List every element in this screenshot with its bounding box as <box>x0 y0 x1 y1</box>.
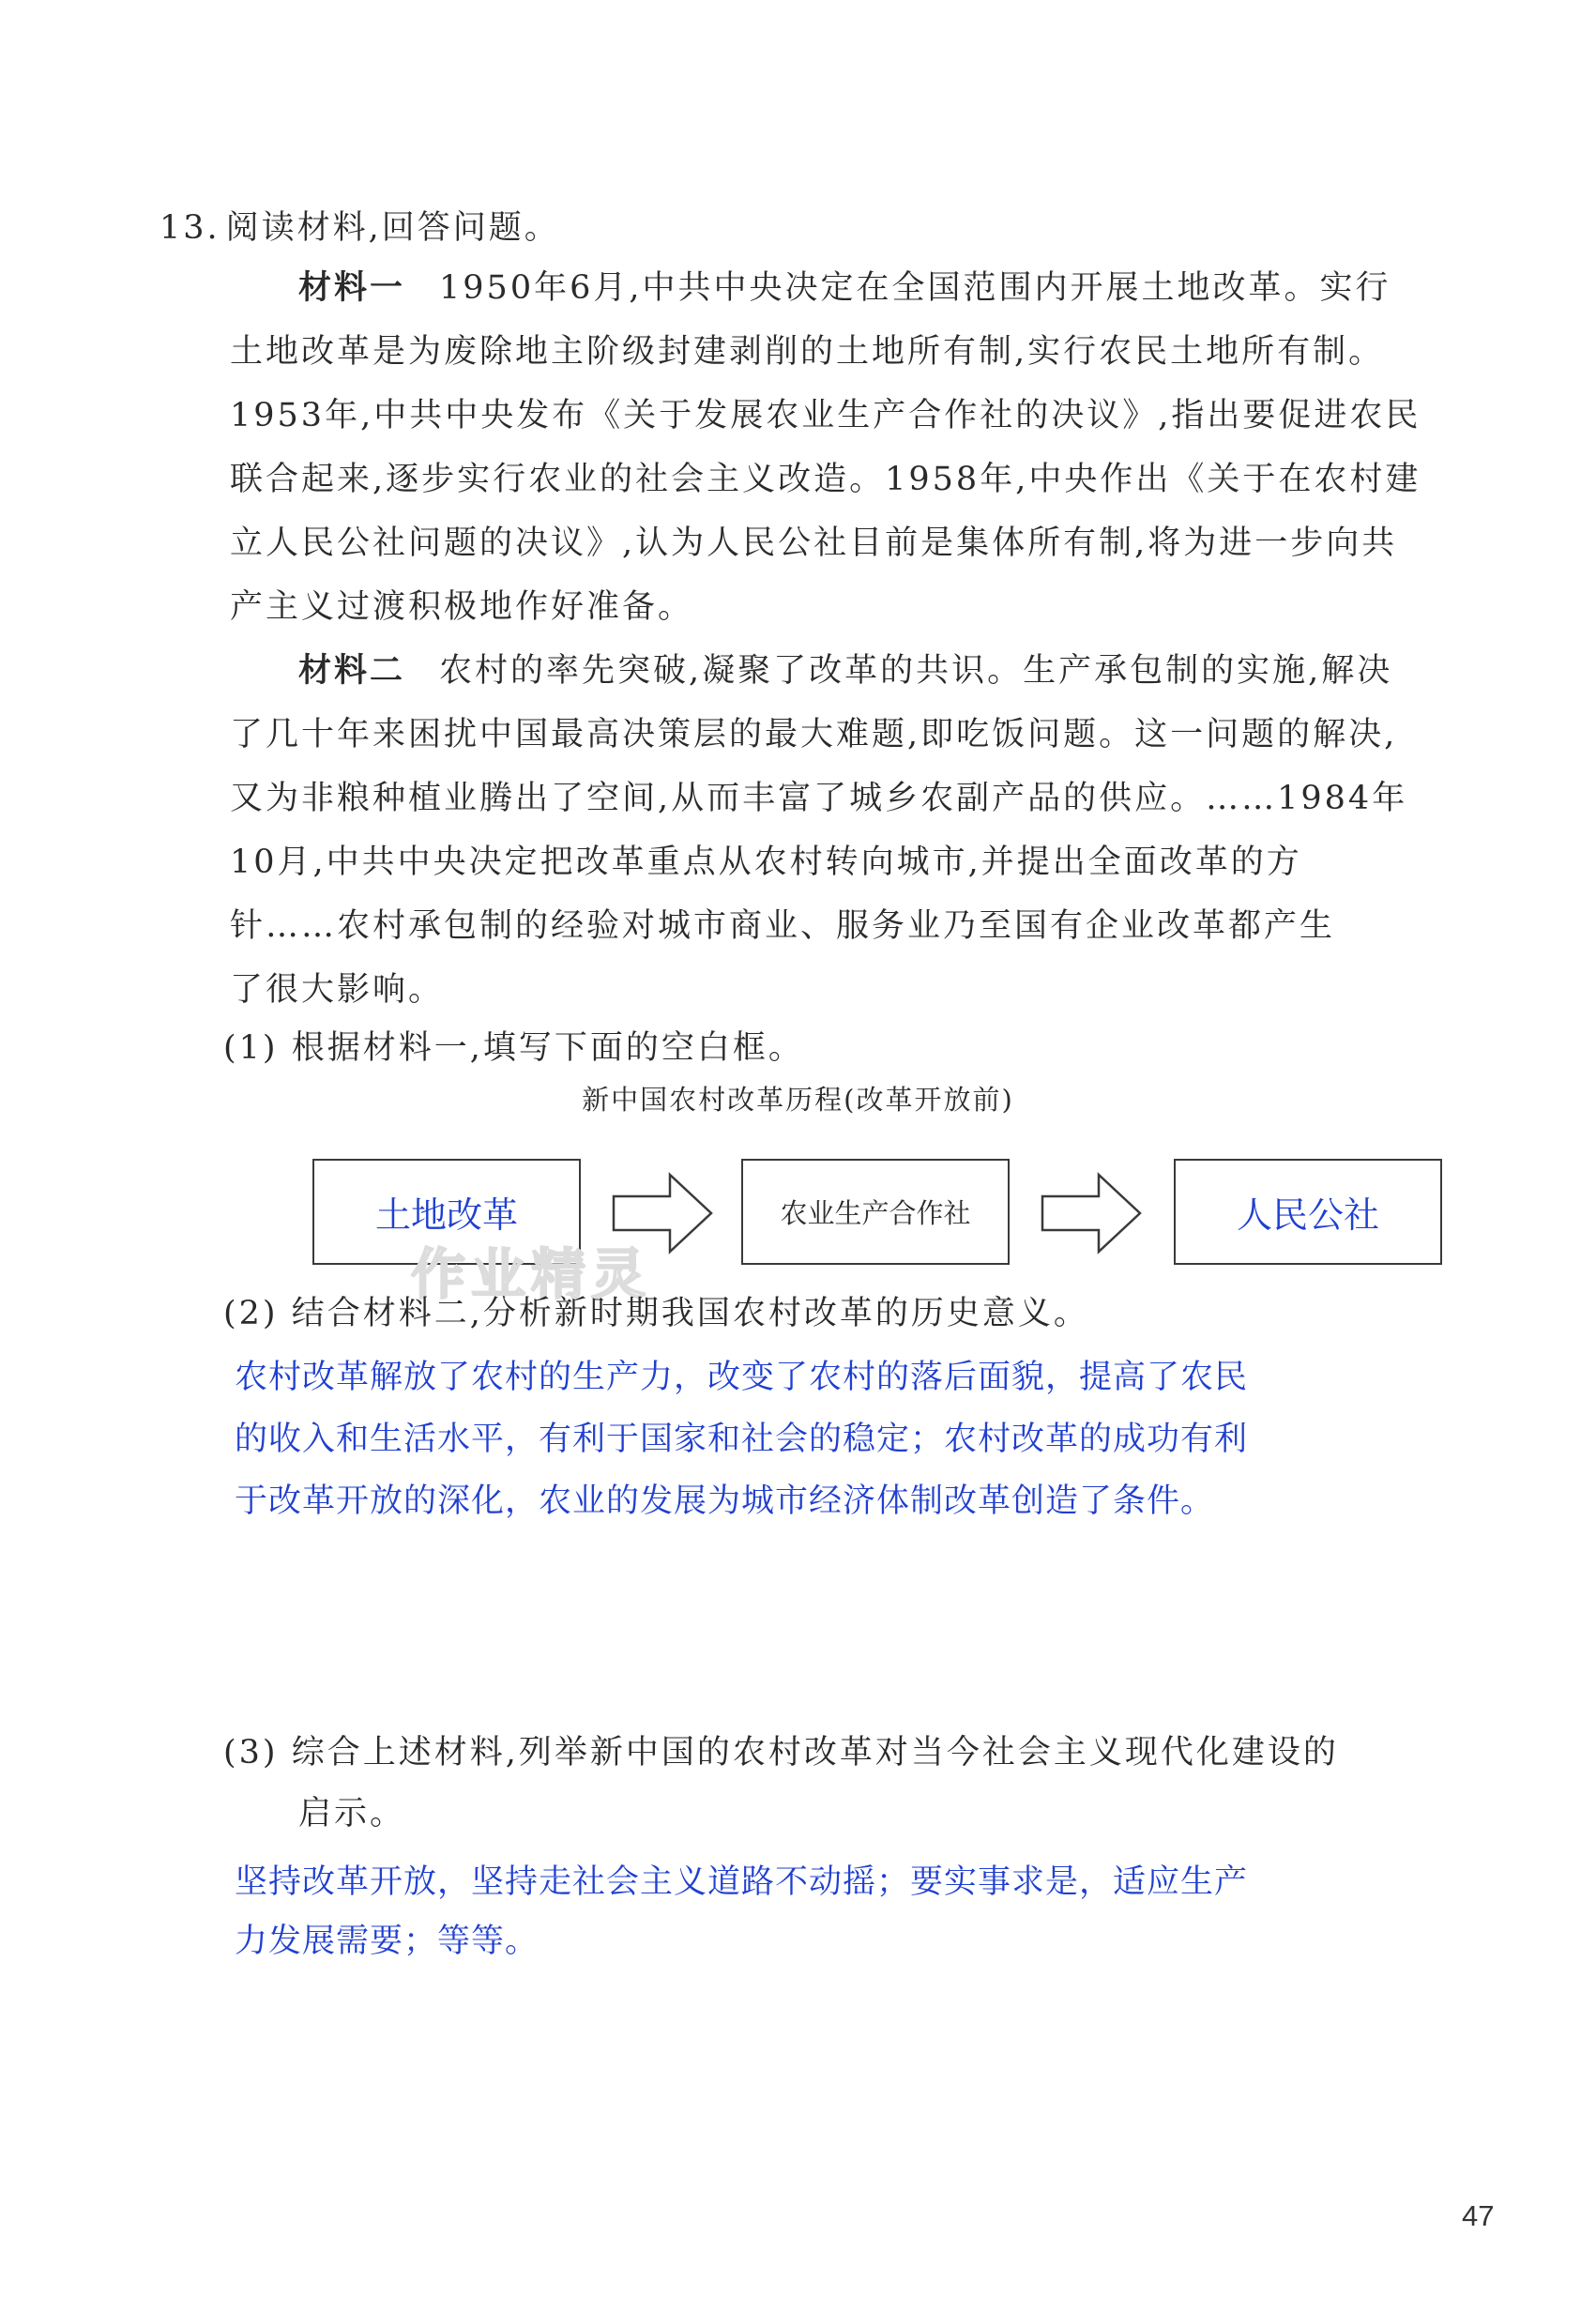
material2-label: 材料二 <box>298 651 406 690</box>
material1-line-5: 立人民公社问题的决议》,认为人民公社目前是集体所有制,将为进一步向共 <box>230 525 1398 562</box>
answer-3-line-1: 坚持改革开放，坚持走社会主义道路不动摇；要实事求是，适应生产 <box>235 1863 1249 1901</box>
subquestion-1: (1) 根据材料一,填写下面的空白框。 <box>223 1029 804 1067</box>
answer-3-line-2: 力发展需要；等等。 <box>235 1923 540 1960</box>
diagram-box-1-text: 土地改革 <box>374 1194 518 1236</box>
answer-2-line-3: 于改革开放的深化，农业的发展为城市经济体制改革创造了条件。 <box>235 1482 1215 1520</box>
material1-line-3: 1953年,中共中央发布《关于发展农业生产合作社的决议》,指出要促进农民 <box>230 397 1421 434</box>
diagram-box-2-text: 农业生产合作社 <box>780 1197 971 1229</box>
page-number: 47 <box>1462 2199 1495 2232</box>
diagram-box-cooperative <box>741 1159 1010 1265</box>
material2-line-4: 10月,中共中央决定把改革重点从农村转向城市,并提出全面改革的方 <box>230 844 1302 881</box>
diagram-box-3-text: 人民公社 <box>1236 1194 1379 1236</box>
material1-line-2: 土地改革是为废除地主阶级封建剥削的土地所有制,实行农民土地所有制。 <box>230 333 1385 371</box>
material2-line-1 <box>298 647 1392 694</box>
subquestion-2: (2) 结合材料二,分析新时期我国农村改革的历史意义。 <box>223 1295 1089 1332</box>
material1-label: 材料一 <box>298 268 406 307</box>
material2-text-1: 农村的率先突破,凝聚了改革的共识。生产承包制的实施,解决 <box>439 652 1393 690</box>
question-prompt: 阅读材料,回答问题。 <box>225 209 560 247</box>
answer-2-line-1: 农村改革解放了农村的生产力，改变了农村的落后面貌，提高了农民 <box>235 1359 1249 1396</box>
material1-line-6: 产主义过渡积极地作好准备。 <box>230 588 694 626</box>
diagram-title: 新中国农村改革历程(改革开放前) <box>582 1084 1014 1116</box>
arrow-right-icon <box>1041 1171 1144 1255</box>
svg-text:作业精灵: 作业精灵 <box>411 1242 652 1306</box>
answer-2-line-2: 的收入和生活水平，有利于国家和社会的稳定；农村改革的成功有利 <box>235 1421 1249 1458</box>
material2-line-6: 了很大影响。 <box>230 971 445 1009</box>
material1-text-1: 1950年6月,中共中央决定在全国范围内开展土地改革。实行 <box>439 269 1391 307</box>
material2-line-2: 了几十年来困扰中国最高决策层的最大难题,即吃饭问题。这一问题的解决, <box>230 716 1398 753</box>
material1-line-1 <box>298 265 1391 312</box>
question-number: 13. <box>160 209 220 247</box>
material2-line-3: 又为非粮种植业腾出了空间,从而丰富了城乡农副产品的供应。……1984年 <box>230 780 1408 817</box>
subquestion-3-line-2: 启示。 <box>298 1795 406 1832</box>
material2-line-5: 针……农村承包制的经验对城市商业、服务业乃至国有企业改革都产生 <box>230 907 1336 945</box>
diagram-box-peoples-commune <box>1174 1159 1442 1265</box>
subquestion-3-line-1: (3) 综合上述材料,列举新中国的农村改革对当今社会主义现代化建设的 <box>223 1734 1339 1771</box>
question-header <box>160 205 560 251</box>
material1-line-4: 联合起来,逐步实行农业的社会主义改造。1958年,中央作出《关于在农村建 <box>230 461 1421 498</box>
